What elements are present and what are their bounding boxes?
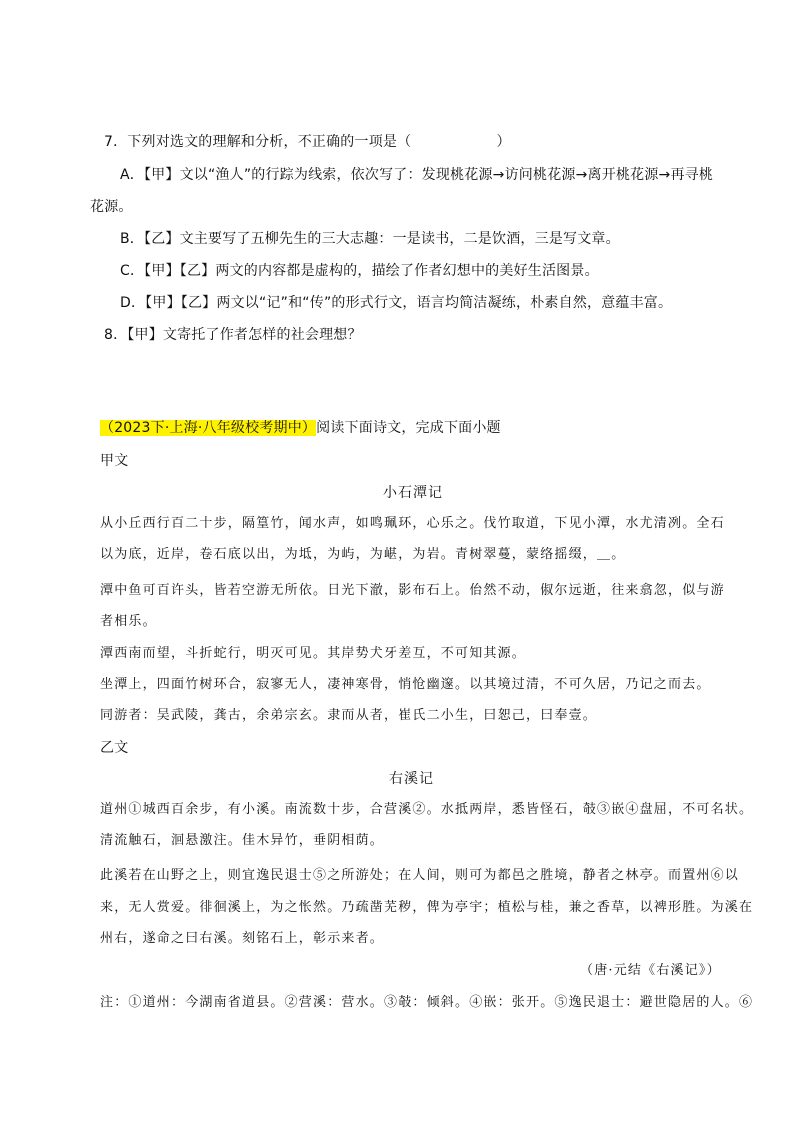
yi-label: 乙文 — [100, 740, 129, 756]
question-8-stem: 8．【甲】文寄托了作者怎样的社会理想？ — [104, 327, 362, 343]
option-a-line2: 花源。 — [90, 199, 133, 215]
yi-notes: 注：①道州：今湖南省道县。②营溪：营水。③攲：倾斜。④嵌：张开。⑤逸民退士：避世隐居的人。⑥ — [100, 995, 754, 1010]
jia-title: 小石潭记 — [383, 485, 443, 501]
yi-line: 此溪若在山野之上，则宜逸民退士⑤之所游处；在人间，则可为都邑之胜境，静者之林亭。而置州⑥以 — [100, 868, 740, 883]
jia-label: 甲文 — [100, 453, 129, 469]
option-c: C．【甲】【乙】两文的内容都是虚构的，描绘了作者幻想中的美好生活图景。 — [120, 263, 599, 279]
yi-line: 道州①城西百余步，有小溪。南流数十步，合营溪②。水抵两岸，悉皆怪石，攲③嵌④盘屈，不可名状。 — [100, 802, 754, 817]
option-d: D．【甲】【乙】两文以“记”和“传”的形式行文，语言均简洁凝练，朴素自然，意蕴丰富。 — [120, 295, 673, 311]
jia-line: 潭中鱼可百许头，皆若空游无所依。日光下澈，影布石上。佁然不动，俶尔远逝，往来翕忽，似与游 — [100, 583, 725, 598]
yi-line: 来，无人赏爱。徘徊溪上，为之怅然。乃疏凿芜秽，俾为亭宇；植松与桂，兼之香草，以裨形胜。为溪在 — [100, 900, 754, 915]
jia-line: 者相乐。 — [100, 614, 157, 629]
yi-line: 州右，遂命之曰右溪。刻铭石上，彰示来者。 — [100, 931, 385, 946]
jia-line: 以为底，近岸，卷石底以出，为坻，为屿，为嵁，为岩。青树翠蔓，蒙络摇缀，＿。 — [100, 547, 626, 562]
question-7-stem: 7．下列对选文的理解和分析，不正确的一项是（ ） — [104, 134, 511, 150]
yi-line: 清流触石，洄悬激注。佳木异竹，垂阴相荫。 — [100, 833, 385, 848]
jia-line: 从小丘西行百二十步，隔篁竹，闻水声，如鸣珮环，心乐之。伐竹取道，下见小潭，水尤清冽。全石 — [100, 516, 725, 531]
section-instruction: 阅读下面诗文，完成下面小题 — [316, 420, 501, 436]
jia-line: 坐潭上，四面竹树环合，寂寥无人，凄神寒骨，悄怆幽邃。以其境过清，不可久居，乃记之而去。 — [100, 677, 711, 692]
yi-title: 右溪记 — [389, 771, 434, 787]
jia-line: 潭西南而望，斗折蛇行，明灭可见。其岸势犬牙差互，不可知其源。 — [100, 646, 527, 661]
option-b: B．【乙】文主要写了五柳先生的三大志趣：一是读书，二是饮酒，三是写文章。 — [120, 231, 620, 247]
option-a-line1: A．【甲】文以“渔人”的行踪为线索，依次写了：发现桃花源→访问桃花源→离开桃花源→再寻桃 — [120, 167, 714, 183]
source-tag: （2023下·上海·八年级校考期中） — [100, 420, 317, 436]
section-header — [100, 418, 501, 438]
yi-attribution: （唐·元结《右溪记》） — [580, 963, 721, 978]
jia-line: 同游者：吴武陵，龚古，余弟宗玄。隶而从者，崔氏二小生，曰恕己，曰奉壹。 — [100, 708, 598, 723]
